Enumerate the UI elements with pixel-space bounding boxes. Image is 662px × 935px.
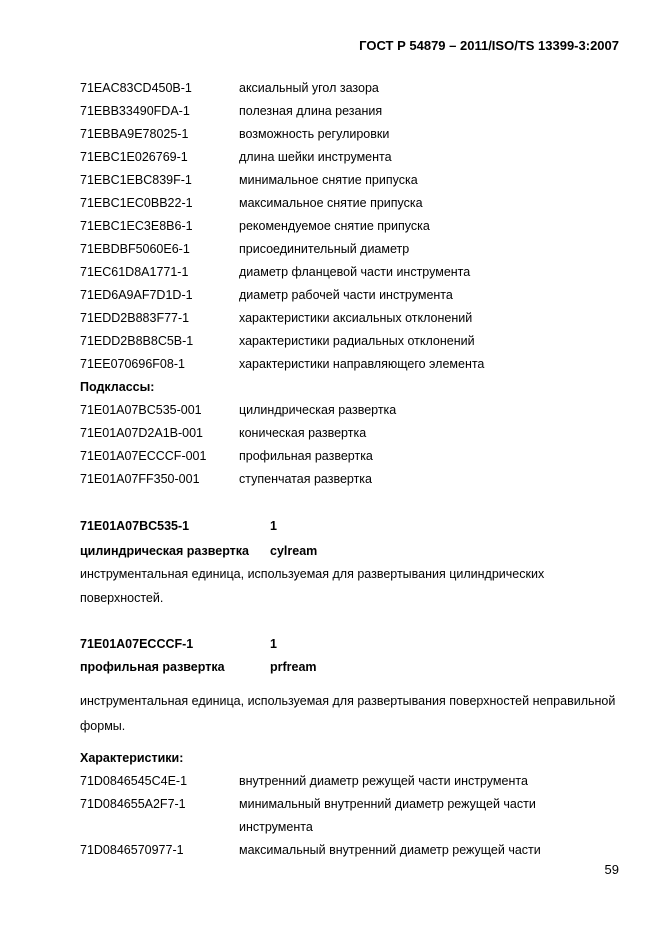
entry-name-en: cylream: [270, 544, 318, 558]
subclass-description: коническая развертка: [239, 426, 367, 440]
property-description: возможность регулировки: [239, 127, 390, 141]
property-description: полезная длина резания: [239, 104, 383, 118]
characteristic-description: внутренний диаметр режущей части инструмента: [239, 774, 528, 788]
property-code: 71EAC83CD450B-1: [80, 81, 192, 95]
characteristic-code: 71D084655A2F7-1: [80, 797, 186, 811]
property-description: максимальное снятие припуска: [239, 196, 423, 210]
entry-definition: инструментальная единица, используемая для развертывания поверхностей неправильной формы.: [80, 694, 616, 733]
property-code: 71EE070696F08-1: [80, 357, 185, 371]
subclass-code: 71E01A07D2A1B-001: [80, 426, 204, 440]
entry-code: 71E01A07ECCCF-1: [80, 637, 194, 651]
subclass-code: 71E01A07ECCCF-001: [80, 449, 207, 463]
subclass-description: профильная развертка: [239, 449, 373, 463]
document-header: ГОСТ Р 54879 – 2011/ISO/TS 13399-3:2007: [359, 38, 619, 53]
subclass-code: 71E01A07FF350-001: [80, 472, 200, 486]
characteristic-code: 71D0846570977-1: [80, 843, 184, 857]
entry-name-ru: профильная развертка: [80, 660, 225, 674]
characteristics-heading: Характеристики:: [80, 751, 184, 765]
property-code: 71EBC1EC0BB22-1: [80, 196, 193, 210]
characteristic-description-continuation: инструмента: [239, 820, 313, 834]
property-description: рекомендуемое снятие припуска: [239, 219, 430, 233]
subclass-description: цилиндрическая развертка: [239, 403, 397, 417]
subclass-code: 71E01A07BC535-001: [80, 403, 202, 417]
property-code: 71EBC1E026769-1: [80, 150, 188, 164]
characteristic-code: 71D0846545C4E-1: [80, 774, 188, 788]
entry-version: 1: [270, 519, 277, 533]
property-description: характеристики аксиальных отклонений: [239, 311, 473, 325]
property-code: 71ED6A9AF7D1D-1: [80, 288, 193, 302]
property-code: 71EDD2B8B8C5B-1: [80, 334, 194, 348]
property-code: 71EBDBF5060E6-1: [80, 242, 190, 256]
property-code: 71EDD2B883F77-1: [80, 311, 190, 325]
entry-version: 1: [270, 637, 277, 651]
property-code: 71EC61D8A1771-1: [80, 265, 189, 279]
property-code: 71EBC1EBC839F-1: [80, 173, 192, 187]
property-description: аксиальный угол зазора: [239, 81, 379, 95]
property-description: длина шейки инструмента: [239, 150, 392, 164]
property-description: диаметр фланцевой части инструмента: [239, 265, 471, 279]
property-code: 71EBC1EC3E8B6-1: [80, 219, 193, 233]
property-description: характеристики направляющего элемента: [239, 357, 485, 371]
entry-code: 71E01A07BC535-1: [80, 519, 190, 533]
characteristic-description: минимальный внутренний диаметр режущей части: [239, 797, 536, 811]
property-description: минимальное снятие припуска: [239, 173, 418, 187]
property-description: диаметр рабочей части инструмента: [239, 288, 453, 302]
property-code: 71EBBA9E78025-1: [80, 127, 189, 141]
property-description: присоединительный диаметр: [239, 242, 410, 256]
characteristic-description: максимальный внутренний диаметр режущей части: [239, 843, 541, 857]
subclasses-heading: Подклассы:: [80, 380, 155, 394]
page-number: 59: [604, 862, 619, 877]
entry-name-ru: цилиндрическая развертка: [80, 544, 249, 558]
property-code: 71EBB33490FDA-1: [80, 104, 190, 118]
property-description: характеристики радиальных отклонений: [239, 334, 475, 348]
entry-definition: инструментальная единица, используемая для развертывания цилиндрических поверхностей.: [80, 567, 545, 605]
subclass-description: ступенчатая развертка: [239, 472, 373, 486]
entry-name-en: prfream: [270, 660, 317, 674]
